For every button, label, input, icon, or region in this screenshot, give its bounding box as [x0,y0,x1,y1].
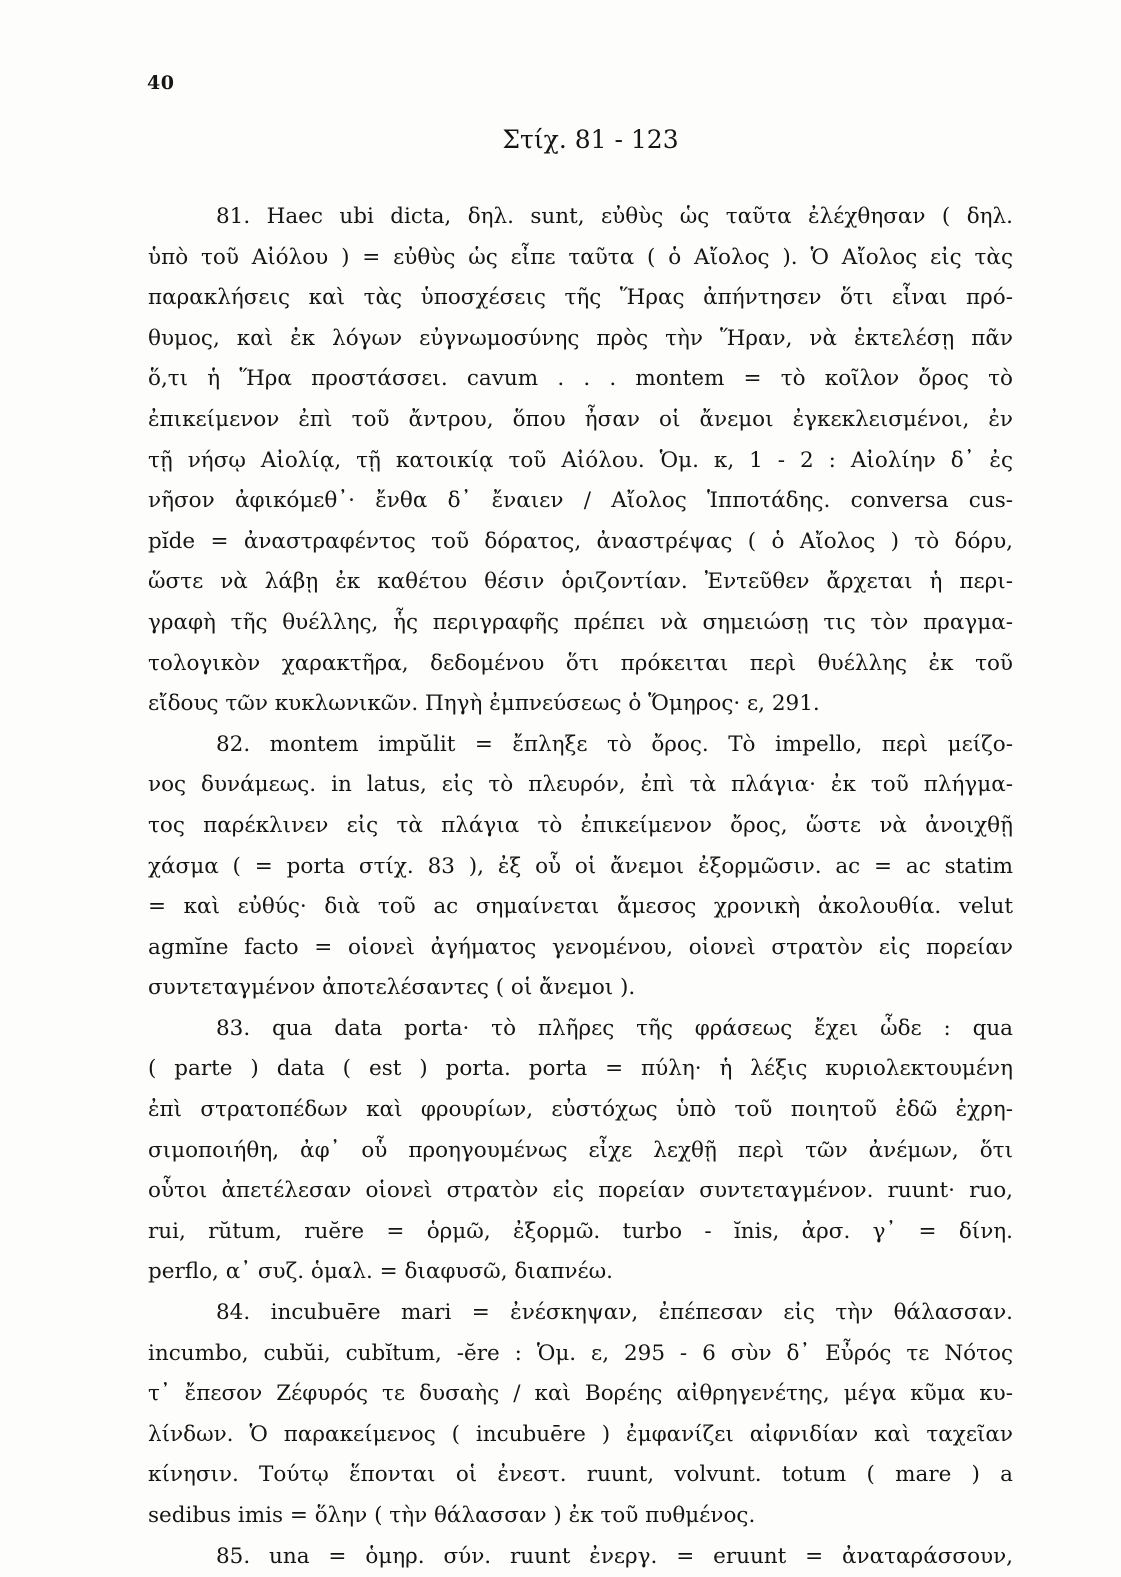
text-line: ὑπὸ τοῦ Αἰόλου ) = εὐθὺς ὡς εἶπε ταῦτα ( ὁ Αἴολος ). Ὁ Αἴολος εἰς τὰς [148,244,1013,270]
text-line: ἐπὶ στρατοπέδων καὶ φρουρίων, εὐστόχως ὑπὸ τοῦ ποιητοῦ ἐδῶ ἐχρη- [148,1097,1013,1123]
text-line: κίνησιν. Τούτῳ ἕπονται οἱ ἐνεστ. ruunt, volvunt. totum ( mare ) a [148,1462,1013,1488]
text-line: ὅ,τι ἡ Ἥρα προστάσσει. cavum . . . montem = τὸ κοῖλον ὄρος τὸ [148,366,1013,392]
text-line: rui, rŭtum, ruĕre = ὁρμῶ, ἐξορμῶ. turbo - ĭnis, ἀρσ. γ᾽ = δίνη. [148,1218,1013,1244]
text-line: τῇ νήσῳ Αἰολίᾳ, τῇ κατοικίᾳ τοῦ Αἰόλου. Ὁμ. κ, 1 - 2 : Αἰολίην δ᾽ ἐς [148,447,1013,473]
text-line: γραφὴ τῆς θυέλλης, ἧς περιγραφῆς πρέπει νὰ σημειώσῃ τις τὸν πραγμα- [148,609,1013,635]
text-line: λίνδων. Ὁ παρακείμενος ( incubuēre ) ἐμφανίζει αἰφνιδίαν καὶ ταχεῖαν [148,1421,1013,1447]
text-line: 85. una = ὁμηρ. σύν. ruunt ἐνεργ. = eruunt = ἀναταράσσουν, [216,1543,1013,1569]
text-line: perflo, α᾽ συζ. ὁμαλ. = διαφυσῶ, διαπνέω. [148,1259,613,1285]
text-line: 83. qua data porta· τὸ πλῆρες τῆς φράσεως ἔχει ὧδε : qua [216,1015,1013,1041]
text-line: συντεταγμένον ἀποτελέσαντες ( οἱ ἄνεμοι ). [148,975,636,1001]
text-line: 82. montem impŭlit = ἔπληξε τὸ ὄρος. Τὸ impello, περὶ μείζο- [216,731,1013,757]
text-line: σιμοποιήθη, ἀφ᾽ οὗ προηγουμένως εἶχε λεχθῇ περὶ τῶν ἀνέμων, ὅτι [148,1137,1013,1163]
text-line: pĭde = ἀναστραφέντος τοῦ δόρατος, ἀναστρέψας ( ὁ Αἴολος ) τὸ δόρυ, [148,528,1013,554]
text-line: τολογικὸν χαρακτῆρα, δεδομένου ὅτι πρόκειται περὶ θυέλλης ἐκ τοῦ [148,650,1013,676]
text-line: τ᾽ ἔπεσον Ζέφυρός τε δυσαὴς / καὶ Βορέης αἰθρηγενέτης, μέγα κῦμα κυ- [148,1381,1013,1407]
text-line: agmĭne facto = οἱονεὶ ἀγήματος γενομένου, οἱονεὶ στρατὸν εἰς πορείαν [148,934,1013,960]
text-line: ἐπικείμενον ἐπὶ τοῦ ἄντρου, ὅπου ἦσαν οἱ ἄνεμοι ἐγκεκλεισμένοι, ἐν [148,406,1013,432]
text-line: sedibus imis = ὅλην ( τὴν θάλασσαν ) ἐκ τοῦ πυθμένος. [148,1503,756,1528]
text-line: τος παρέκλινεν εἰς τὰ πλάγια τὸ ἐπικείμενον ὄρος, ὥστε νὰ ἀνοιχθῇ [148,812,1013,838]
text-line: ὥστε νὰ λάβῃ ἐκ καθέτου θέσιν ὁριζοντίαν. Ἐντεῦθεν ἄρχεται ἡ περι- [148,569,1013,595]
text-line: χάσμα ( = porta στίχ. 83 ), ἐξ οὗ οἱ ἄνεμοι ἐξορμῶσιν. ac = ac statim [148,853,1013,879]
text-line: 81. Haec ubi dicta, δηλ. sunt, εὐθὺς ὡς ταῦτα ἐλέχθησαν ( δηλ. [216,204,1013,229]
text-line: οὗτοι ἀπετέλεσαν οἱονεὶ στρατὸν εἰς πορείαν συντεταγμένον. ruunt· ruo, [148,1178,1013,1204]
commentary-text [148,197,1013,1577]
text-line: ( parte ) data ( est ) porta. porta = πύλη· ἡ λέξις κυριολεκτουμένη [148,1056,1013,1082]
page-heading: Στίχ. 81 - 123 [502,125,679,154]
text-line: incumbo, cubŭi, cubĭtum, -ĕre : Ὁμ. ε, 295 - 6 σὺν δ᾽ Εὖρός τε Νότος [148,1340,1013,1366]
page-number: 40 [147,72,175,94]
text-line: νῆσον ἀφικόμεθ᾽· ἔνθα δ᾽ ἔναιεν / Αἴολος Ἱπποτάδης. conversa cus- [148,488,1013,514]
text-line: = καὶ εὐθύς· διὰ τοῦ ac σημαίνεται ἄμεσος χρονικὴ ἀκολουθία. velut [148,894,1013,920]
text-line: νος δυνάμεως. in latus, εἰς τὸ πλευρόν, ἐπὶ τὰ πλάγια· ἐκ τοῦ πλήγμα- [148,772,1013,798]
text-line: θυμος, καὶ ἐκ λόγων εὐγνωμοσύνης πρὸς τὴν Ἥραν, νὰ ἐκτελέσῃ πᾶν [148,325,1013,351]
text-line: εἴδους τῶν κυκλωνικῶν. Πηγὴ ἐμπνεύσεως ὁ Ὅμηρος· ε, 291. [148,691,820,717]
text-line: 84. incubuēre mari = ἐνέσκηψαν, ἐπέπεσαν εἰς τὴν θάλασσαν. [216,1300,1013,1326]
text-line: παρακλήσεις καὶ τὰς ὑποσχέσεις τῆς Ἥρας ἀπήντησεν ὅτι εἶναι πρό- [148,285,1013,311]
